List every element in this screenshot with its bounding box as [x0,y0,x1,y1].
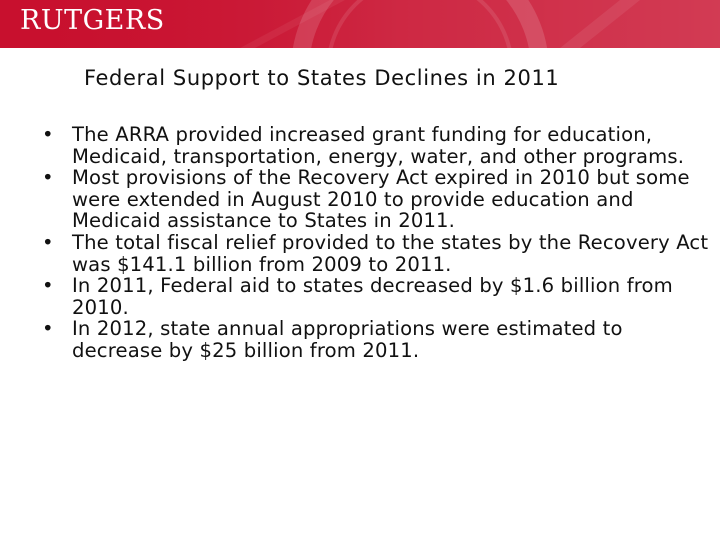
bullet-text: Most provisions of the Recovery Act expired in 2010 but some were extended in August 2010 to provide education and Medicaid assistance to States in 2011. [72,166,690,233]
bullet-dot: • [42,317,54,341]
bullet-dot: • [42,274,54,298]
bullet-list [42,124,712,362]
bullet-dot: • [42,230,54,254]
bullet-item [42,167,712,232]
bullet-text: The total fiscal relief provided to the states by the Recovery Act was $141.1 billion from 2009 to 2011. [72,230,709,276]
bullet-dot: • [42,123,54,146]
bullet-item [42,275,712,318]
header-banner [0,0,720,48]
bullet-text: In 2011, Federal aid to states decreased by $1.6 billion from 2010. [72,274,673,319]
bullet-text: In 2012, state annual appropriations were estimated to decrease by $25 billion from 2011. [72,317,623,362]
bullet-text: The ARRA provided increased grant funding for education, Medicaid, transportation, energy, water, and other programs. [72,123,685,168]
bullet-item [42,124,712,167]
bullet-item [42,232,712,275]
rutgers-logo: RUTGERS [20,5,165,36]
slide-title: Federal Support to States Declines in 2011 [84,66,560,90]
bullet-item [42,318,712,361]
bullet-dot: • [42,166,54,190]
